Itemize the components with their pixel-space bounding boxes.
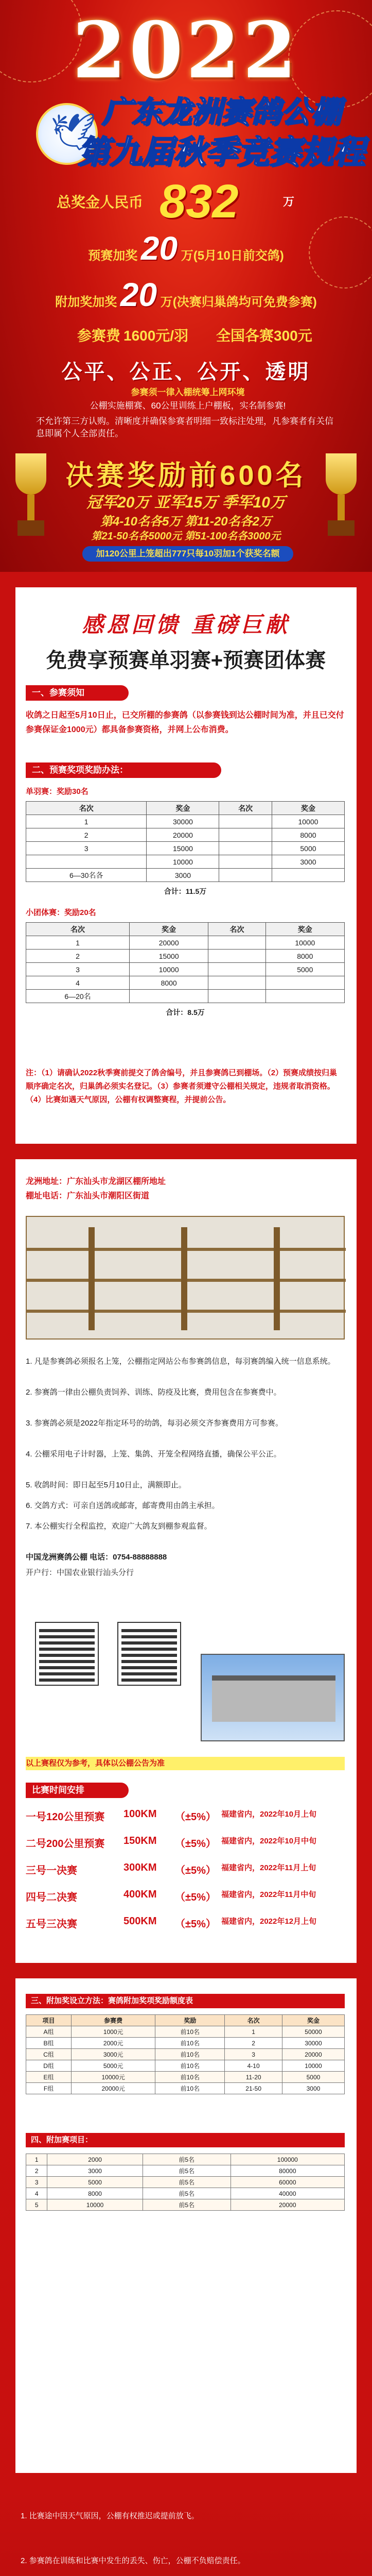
hero-para2: 公棚实施棚赛、60公里训练上户棚板，实名制参赛!	[90, 401, 286, 411]
info-section	[15, 1159, 357, 1963]
rule-2: 2. 参赛鸽一律由公棚负责饲养、训练、防疫及比赛，费用包含在参赛费中。	[26, 1388, 281, 1397]
section-tag-2: 二、预赛奖项奖励办法：	[26, 762, 221, 778]
bank-line: 开户行：中国农业银行汕头分行	[26, 1568, 134, 1577]
total-prize-unit: 万	[283, 195, 295, 208]
address-line-2: 棚址电话：广东汕头市潮阳区街道	[26, 1192, 150, 1200]
hero-para1: 参赛须一律入棚统筹上网环境	[131, 387, 245, 397]
section1-text: 收鸽之日起至5月10日止，已交所棚的参赛鸽（以参赛钱到达公棚时间为准，并且已交付参赛保证金1000元）都具备参赛资格，并网上公布消费。	[26, 711, 344, 734]
finals-line3: 第21-50名各5000元 第51-100名各3000元	[91, 531, 281, 542]
extra-cell: 3	[26, 2177, 47, 2188]
prize-cell: 10000	[265, 936, 344, 950]
team-race-total: 合计：8.5万	[166, 1008, 205, 1016]
extra-race-title: 四、附加赛项目：	[26, 2133, 345, 2147]
extra-tail: 万(决赛归巢鸽均可免费参赛)	[160, 295, 317, 309]
race-cell: 三号一决赛	[26, 1865, 77, 1876]
table-row	[26, 2060, 345, 2072]
rule-7: 7. 本公棚实行全程监控，欢迎广大鸽友到棚参观监督。	[26, 1522, 212, 1531]
entry-fee-label: 参赛费	[77, 328, 121, 344]
table-header: 奖金	[265, 923, 344, 936]
extra-cell: 100000	[231, 2154, 344, 2165]
bonus-cell: 3000	[282, 2083, 344, 2094]
race-cell: 福建省内，2022年10月上旬	[221, 1810, 317, 1819]
prize-cell: 8000	[272, 828, 344, 842]
table-row	[26, 976, 345, 990]
bonus-table	[26, 2014, 345, 2094]
bonus-cell: 5000元	[72, 2060, 155, 2072]
bonus-cell: 前10名	[155, 2049, 225, 2060]
section-tag-1: 一、参赛须知	[26, 685, 129, 701]
finals-title: 决赛奖励前600名	[65, 460, 307, 491]
prize-cell: 5000	[272, 842, 344, 855]
bonus-cell: 20000元	[72, 2083, 155, 2094]
race-cell: 福建省内，2022年11月中旬	[221, 1890, 316, 1899]
table-row	[26, 2049, 345, 2060]
bonus-cell: 2	[225, 2038, 282, 2049]
prize-cell: 10000	[147, 855, 219, 869]
bonus-cell: 10000	[282, 2060, 344, 2072]
bonus-cell: E组	[26, 2072, 72, 2083]
hero-year: 2022	[72, 5, 300, 96]
prize-cell: 8000	[130, 976, 208, 990]
loft-building-photo	[201, 1654, 345, 1741]
schedule-tag: 比赛时间安排	[26, 1783, 129, 1798]
prize-cell: 2	[26, 950, 130, 963]
prize-cell: 3000	[272, 855, 344, 869]
table-row	[26, 855, 345, 869]
extra-cell: 前5名	[143, 2177, 231, 2188]
table-header: 奖金	[147, 802, 219, 815]
bonus-cell: 21-50	[225, 2083, 282, 2094]
free-race-section	[15, 587, 357, 1144]
extra-cell: 8000	[47, 2188, 143, 2199]
bonus-cell: 前10名	[155, 2026, 225, 2038]
closing-rules	[21, 2509, 351, 2576]
bonus-cell: D组	[26, 2060, 72, 2072]
rule-5: 5. 收鸽时间：即日起至5月10日止，满额即止。	[26, 1481, 186, 1489]
hero-title-line2: 第九届秋季竞赛规程	[77, 133, 365, 171]
race-cell: 500KM	[123, 1916, 157, 1927]
race-cell: （±5%）	[175, 1811, 216, 1823]
prize-cell: 15000	[147, 842, 219, 855]
prize-cell	[219, 842, 272, 855]
bonus-table-section	[15, 1978, 357, 2473]
team-race-label: 小团体赛：奖励20名	[26, 908, 96, 917]
section-notes: 注：（1）请确认2022秋季赛前提交了鸽舍编号，并且参赛鸽已到棚场。（2）预赛成绩按归巢顺序确定名次，归巢鸽必须实名登记。（3）参赛者须遵守公棚相关规定，违规者取消资格。（4）比赛如遇天气原因，公棚有权调整赛程，并提前公告。	[26, 1069, 338, 1104]
bonus-cell: 1	[225, 2026, 282, 2038]
extra-race-table	[26, 2154, 345, 2211]
table-header: 名次	[219, 802, 272, 815]
extra-cell: 2	[26, 2165, 47, 2177]
rule-3: 3. 参赛鸽必须是2022年指定环号的幼鸽，每羽必须交齐参赛费用方可参赛。	[26, 1419, 284, 1428]
race-cell: 一号120公里预赛	[26, 1811, 105, 1823]
prize-cell: 1	[26, 815, 147, 828]
finals-line1: 冠军20万 亚军15万 季军10万	[86, 494, 286, 511]
prize-cell: 4	[26, 976, 130, 990]
prize-cell	[219, 869, 272, 882]
table-row	[26, 936, 345, 950]
extra-cell: 5000	[47, 2177, 143, 2188]
section-headline: 感恩回馈 重磅巨献	[82, 612, 290, 637]
race-cell: 400KM	[123, 1889, 157, 1900]
prize-cell	[219, 815, 272, 828]
loft-address	[26, 1175, 175, 1204]
section-subheadline: 免费享预赛单羽赛+预赛团体赛	[46, 649, 326, 672]
bonus-cell: F组	[26, 2083, 72, 2094]
prize-cell: 20000	[130, 936, 208, 950]
table-row	[26, 828, 345, 842]
entry-fee	[31, 325, 340, 350]
prize-cell	[219, 828, 272, 842]
table-row	[26, 2154, 345, 2165]
table-row	[26, 2026, 345, 2038]
hero-title-line1: 广东龙洲赛鸽公棚	[101, 94, 341, 129]
single-race-table	[26, 801, 345, 882]
bonus-cell: 20000	[282, 2049, 344, 2060]
bonus-table-title: 三、附加奖设立方法：赛鸽附加奖项奖励额度表	[26, 1994, 345, 2008]
race-cell: （±5%）	[175, 1838, 216, 1850]
table-row	[26, 869, 345, 882]
prize-cell: 3	[26, 842, 147, 855]
loft-photo	[26, 1216, 345, 1340]
extra-cell: 前5名	[143, 2199, 231, 2211]
bonus-cell: 前10名	[155, 2038, 225, 2049]
bonus-cell: 5000	[282, 2072, 344, 2083]
table-header: 名次	[208, 923, 265, 936]
bonus-cell: 11-20	[225, 2072, 282, 2083]
race-cell: 100KM	[123, 1808, 157, 1820]
bonus-cell: A组	[26, 2026, 72, 2038]
pre-race-label: 预赛加奖	[88, 249, 138, 263]
prize-cell: 5000	[265, 963, 344, 976]
prize-cell: 3	[26, 963, 130, 976]
bonus-cell: 4-10	[225, 2060, 282, 2072]
prize-cell	[272, 869, 344, 882]
finals-line2: 第4-10名各5万 第11-20名各2万	[100, 515, 272, 529]
prize-cell: 20000	[147, 828, 219, 842]
pre-race-tail: 万(5月10日前交鸽)	[181, 249, 284, 263]
prize-cell: 30000	[147, 815, 219, 828]
extra-cell: 4	[26, 2188, 47, 2199]
bonus-cell: 2000元	[72, 2038, 155, 2049]
table-row	[26, 2165, 345, 2177]
table-header: 名次	[26, 802, 147, 815]
qr-code-icon[interactable]	[118, 1623, 180, 1685]
fair-slogan: 公平、公正、公开、透明	[61, 361, 311, 383]
bonus-cell: 前10名	[155, 2083, 225, 2094]
extra-cell: 80000	[231, 2165, 344, 2177]
table-row	[26, 2038, 345, 2049]
bonus-cell: 50000	[282, 2026, 344, 2038]
prize-cell	[219, 855, 272, 869]
bonus-cell: 1000元	[72, 2026, 155, 2038]
prize-cell: 8000	[265, 950, 344, 963]
extra-cell: 20000	[231, 2199, 344, 2211]
race-cell: 五号三决赛	[26, 1919, 77, 1930]
closing-rules-section	[0, 2488, 372, 2576]
table-header: 项目	[26, 2015, 72, 2026]
prize-cell	[208, 963, 265, 976]
race-cell: 二号200公里预赛	[26, 1838, 105, 1850]
prize-cell: 3000	[147, 869, 219, 882]
hero-banner	[0, 0, 372, 572]
table-row	[26, 2083, 345, 2094]
extra-cell: 60000	[231, 2177, 344, 2188]
prize-cell: 1	[26, 936, 130, 950]
bonus-cell: 30000	[282, 2038, 344, 2049]
total-prize-label: 总奖金人民币	[57, 194, 144, 210]
prize-cell: 10000	[130, 963, 208, 976]
table-row	[26, 842, 345, 855]
table-row	[26, 2188, 345, 2199]
pre-race-amount: 20	[140, 230, 178, 267]
rule-1: 1. 凡是参赛鸽必须报名上笼，公棚指定网站公布参赛鸽信息，每羽赛鸽编入统一信息系统。	[26, 1357, 335, 1366]
prize-cell	[265, 990, 344, 1003]
prize-cell	[208, 936, 265, 950]
total-prize-amount: 832	[160, 175, 239, 228]
single-race-label: 单羽赛：奖励30名	[26, 787, 88, 796]
table-row	[26, 963, 345, 976]
prize-cell	[208, 976, 265, 990]
bonus-cell: 前10名	[155, 2060, 225, 2072]
table-row	[26, 815, 345, 828]
table-header: 奖金	[272, 802, 344, 815]
prize-cell	[130, 990, 208, 1003]
quota-banner: 加120公里上笼超出777只每10羽加1个获奖名额	[82, 546, 293, 562]
prize-cell: 6—20名	[26, 990, 130, 1003]
extra-bonus	[0, 276, 372, 314]
rule-4: 4. 公棚采用电子计时器，上笼、集鸽、开笼全程网络直播，确保公平公正。	[26, 1450, 281, 1459]
table-row	[26, 2199, 345, 2211]
race-cell: 四号二决赛	[26, 1892, 77, 1903]
extra-cell: 前5名	[143, 2165, 231, 2177]
schedule-highlight: 以上赛程仅为参考，具体以公棚公告为准	[26, 1757, 345, 1770]
rule-6: 6. 交鸽方式：可亲自送鸽或邮寄，邮寄费用由鸽主承担。	[26, 1501, 220, 1510]
race-cell: 150KM	[123, 1835, 157, 1846]
extra-cell: 前5名	[143, 2154, 231, 2165]
race-cell: （±5%）	[175, 1865, 216, 1876]
prize-cell	[208, 990, 265, 1003]
extra-cell: 10000	[47, 2199, 143, 2211]
table-header: 名次	[225, 2015, 282, 2026]
bonus-cell: 3000元	[72, 2049, 155, 2060]
extra-label: 附加奖加奖	[55, 295, 117, 309]
extra-cell: 前5名	[143, 2188, 231, 2199]
contact-line: 中国龙洲赛鸽公棚 电话：0754-88888888	[26, 1553, 167, 1562]
race-cell: 福建省内，2022年10月中旬	[221, 1837, 317, 1845]
bonus-cell: C组	[26, 2049, 72, 2060]
table-header: 奖励	[155, 2015, 225, 2026]
hero-para3: 不允许第三方认购。清晰度并确保参赛者明细一致标注处理，凡参赛者有关信息即属个人全部责任。	[36, 416, 333, 438]
prize-cell: 2	[26, 828, 147, 842]
table-header: 参赛费	[72, 2015, 155, 2026]
extra-cell: 5	[26, 2199, 47, 2211]
entry-fee-value: 1600元/羽	[123, 328, 189, 344]
table-row	[26, 2072, 345, 2083]
pre-race-bonus	[0, 229, 372, 267]
table-header: 名次	[26, 923, 130, 936]
prize-cell: 10000	[272, 815, 344, 828]
bonus-cell: 3	[225, 2049, 282, 2060]
closing-rule-item: 1. 比赛途中因天气原因，公棚有权推迟或提前放飞。	[21, 2512, 199, 2520]
table-row	[26, 950, 345, 963]
table-header: 奖金	[130, 923, 208, 936]
single-race-total: 合计：11.5万	[164, 887, 207, 895]
entry-fee-note: 全国各赛300元	[216, 328, 312, 344]
prize-cell	[208, 950, 265, 963]
table-row	[26, 2177, 345, 2188]
bonus-cell: B组	[26, 2038, 72, 2049]
bonus-cell: 10000元	[72, 2072, 155, 2083]
total-prize	[57, 175, 345, 228]
race-cell: 300KM	[123, 1862, 157, 1873]
extra-amount: 20	[120, 276, 157, 313]
prize-cell	[265, 976, 344, 990]
race-cell: （±5%）	[175, 1892, 216, 1903]
bonus-cell: 前10名	[155, 2072, 225, 2083]
closing-rule-item: 2. 参赛鸽在训练和比赛中发生的丢失、伤亡，公棚不负赔偿责任。	[21, 2556, 245, 2565]
table-header: 奖金	[282, 2015, 344, 2026]
extra-cell: 1	[26, 2154, 47, 2165]
team-race-table	[26, 922, 345, 1003]
qr-code-icon[interactable]	[36, 1623, 98, 1685]
extra-cell: 2000	[47, 2154, 143, 2165]
prize-cell	[26, 855, 147, 869]
prize-cell: 6—30名各	[26, 869, 147, 882]
table-row	[26, 990, 345, 1003]
extra-cell: 40000	[231, 2188, 344, 2199]
extra-cell: 3000	[47, 2165, 143, 2177]
race-cell: 福建省内，2022年12月上旬	[221, 1917, 317, 1926]
race-cell: 福建省内，2022年11月上旬	[221, 1863, 316, 1872]
prize-cell: 15000	[130, 950, 208, 963]
address-line: 龙洲地址：广东汕头市龙湖区棚所地址	[26, 1177, 166, 1186]
race-cell: （±5%）	[175, 1919, 216, 1930]
